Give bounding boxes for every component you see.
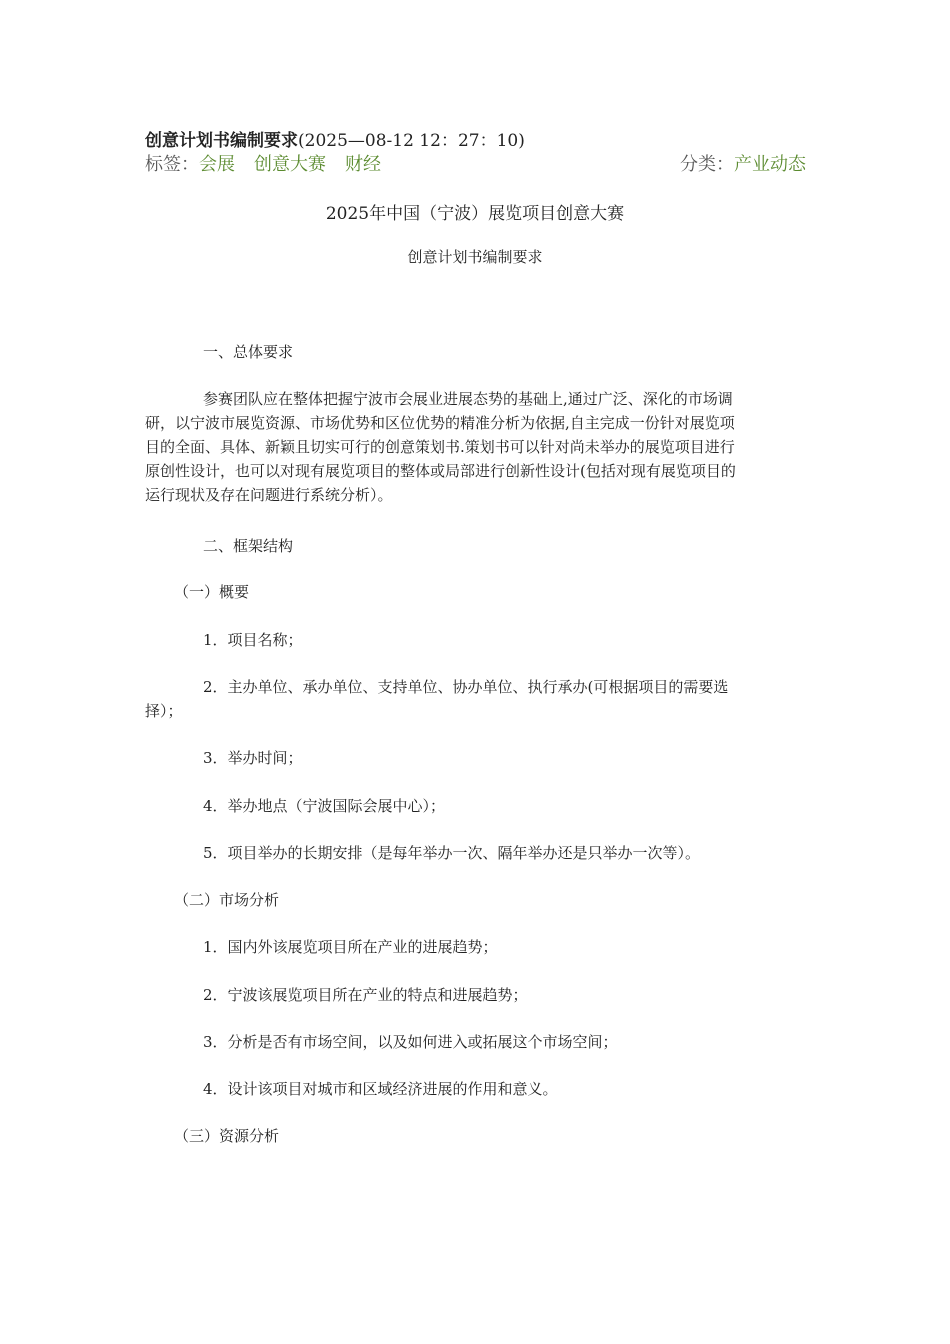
- list-item: 4．举办地点（宁波国际会展中心）；: [203, 797, 446, 815]
- paragraph-line: 目的全面、具体、新颖且切实可行的创意策划书.策划书可以针对尚未举办的展览项目进行: [145, 438, 735, 456]
- list-item-continuation: 择）；: [145, 702, 183, 720]
- subsection-heading-resources: （三）资源分析: [174, 1127, 280, 1145]
- category-label: 分类：: [680, 154, 734, 175]
- category-row: [680, 150, 806, 176]
- document-title: 2025年中国（宁波）展览项目创意大赛: [325, 204, 625, 224]
- paragraph-line: 原创性设计，也可以对现有展览项目的整体或局部进行创新性设计(包括对现有展览项目的: [145, 462, 736, 480]
- post-datetime: (2025—08-12 12：27：10): [298, 131, 525, 151]
- post-title: 创意计划书编制要求: [145, 131, 298, 151]
- list-item: 3．分析是否有市场空间，以及如何进入或拓展这个市场空间；: [203, 1033, 618, 1051]
- tag-link-huizhan[interactable]: 会展: [199, 154, 235, 175]
- category-link[interactable]: 产业动态: [734, 154, 806, 175]
- list-item: 1．项目名称；: [203, 631, 303, 649]
- list-item: 1．国内外该展览项目所在产业的进展趋势；: [203, 938, 498, 956]
- post-header: [145, 126, 525, 151]
- section-heading-framework: 二、框架结构: [203, 537, 294, 555]
- subsection-heading-market: （二）市场分析: [174, 891, 280, 909]
- subsection-heading-overview: （一）概要: [174, 583, 250, 601]
- paragraph-line: 运行现状及存在问题进行系统分析）。: [145, 486, 393, 504]
- paragraph-line: 参赛团队应在整体把握宁波市会展业进展态势的基础上,通过广泛、深化的市场调: [203, 390, 733, 408]
- section-heading-general: 一、总体要求: [203, 343, 294, 361]
- list-item: 3．举办时间；: [203, 749, 303, 767]
- tags-row: [145, 150, 381, 176]
- list-item: 2．主办单位、承办单位、支持单位、协办单位、执行承办(可根据项目的需要选: [203, 678, 729, 696]
- list-item: 5．项目举办的长期安排（是每年举办一次、隔年举办还是只举办一次等）。: [203, 844, 701, 862]
- paragraph-line: 研，以宁波市展览资源、市场优势和区位优势的精准分析为依据,自主完成一份针对展览项: [145, 414, 735, 432]
- list-item: 2．宁波该展览项目所在产业的特点和进展趋势；: [203, 986, 528, 1004]
- tags-label: 标签：: [145, 154, 199, 175]
- tag-link-chuangyidasai[interactable]: 创意大赛: [254, 154, 326, 175]
- document-subtitle: 创意计划书编制要求: [407, 248, 543, 266]
- tag-link-caijing[interactable]: 财经: [345, 154, 381, 175]
- list-item: 4．设计该项目对城市和区域经济进展的作用和意义。: [203, 1080, 558, 1098]
